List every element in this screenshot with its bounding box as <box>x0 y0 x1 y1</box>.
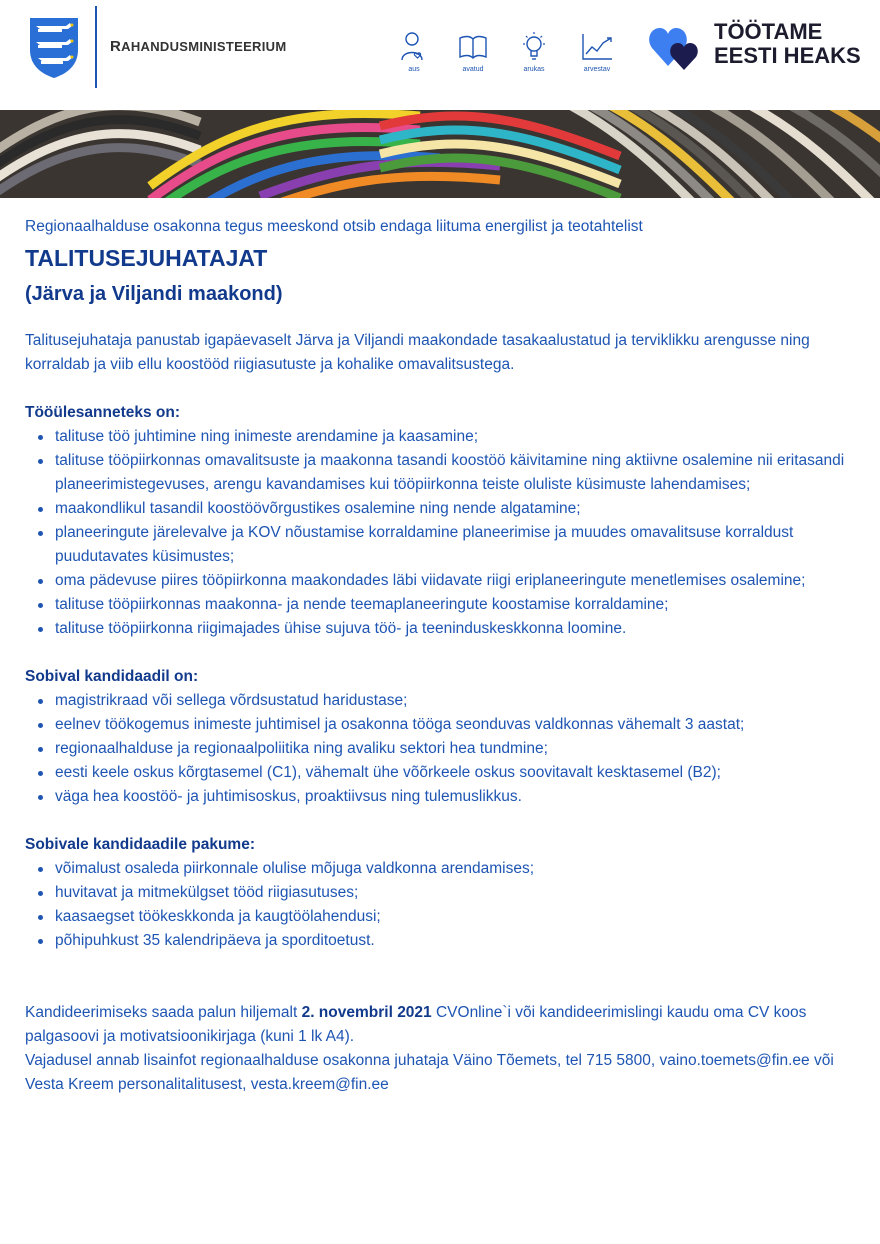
slogan <box>714 20 861 68</box>
section-duties <box>25 401 855 641</box>
requirements-list <box>25 689 855 809</box>
section-title: Tööülesanneteks on: <box>25 404 181 421</box>
list-item: oma pädevuse piires tööpiirkonna maakondades läbi viidavate riigi eriplaneeringute menetlemises osalemine; <box>55 569 855 593</box>
list-item: eelnev töökogemus inimeste juhtimisel ja osakonna tööga seonduvas valdkonnas vähemalt 3 aastat; <box>55 713 855 737</box>
header-divider <box>95 6 97 88</box>
trend-chart-icon <box>580 30 614 64</box>
value-aus <box>390 30 438 73</box>
page-header <box>0 0 880 108</box>
job-location: (Järva ja Viljandi maakond) <box>25 283 283 305</box>
intro-text: Regionaalhalduse osakonna tegus meeskond otsib endaga liituma energilist ja teotahtelist <box>25 218 643 235</box>
estonian-coat-of-arms-icon <box>28 16 80 80</box>
job-description: Talitusejuhataja panustab igapäevaselt Järva ja Viljandi maakondade tasakaalustatud ja terviklikku arengusse ning korraldab ja viib ellu koostööd riigiasutuste ja kohalike omavalitsustega. <box>25 332 810 373</box>
application-deadline: 2. novembril 2021 <box>301 1004 432 1021</box>
ministry-name-initial: R <box>110 38 122 55</box>
list-item: põhipuhkust 35 kalendripäeva ja sporditoetust. <box>55 929 855 953</box>
contact-info: Vajadusel annab lisainfot regionaalhalduse osakonna juhataja Väino Tõemets, tel 715 5800, vaino.toemets@fin.ee või Vesta Kreem personalitalitusest, vesta.kreem@fin.ee <box>25 1052 834 1093</box>
list-item: huvitavat ja mitmekülgset tööd riigiasutuses; <box>55 881 855 905</box>
hearts-logo-icon <box>648 22 702 72</box>
list-item: magistrikraad või sellega võrdsustatud haridustase; <box>55 689 855 713</box>
section-title: Sobival kandidaadil on: <box>25 668 199 685</box>
application-instructions <box>25 1001 855 1049</box>
section-offer <box>25 833 855 953</box>
list-item: planeeringute järelevalve ja KOV nõustamise korraldamine planeerimise ja muudes omavalitsuse korraldust puudutavates küsimustes; <box>55 521 855 569</box>
job-title: TALITUSEJUHATAJAT <box>25 245 268 271</box>
application-text-end: CVOnline`i või kandideerimislingi kaudu oma CV koos palgasoovi ja motivatsioonikirjaga (kuni 1 lk A4). <box>25 1004 807 1045</box>
list-item: talituse tööpiirkonnas maakonna- ja nende teemaplaneeringute koostamise korraldamine; <box>55 593 855 617</box>
value-avatud <box>449 30 497 73</box>
application-text-start: Kandideerimiseks saada palun hiljemalt <box>25 1004 302 1021</box>
slogan-line-1: TÖÖTAME <box>714 19 823 44</box>
section-requirements <box>25 665 855 809</box>
lightbulb-icon <box>519 30 549 64</box>
knitted-stripes-image <box>0 110 880 198</box>
value-label-aus: aus <box>408 66 420 73</box>
list-item: kaasaegset töökeskkonda ja kaugtöölahendusi; <box>55 905 855 929</box>
section-title: Sobivale kandidaadile pakume: <box>25 836 255 853</box>
value-arvestav <box>573 30 621 73</box>
value-label-avatud: avatud <box>462 66 484 73</box>
ministry-name <box>110 38 286 55</box>
open-book-icon <box>458 30 488 64</box>
value-label-arukas: arukas <box>523 66 545 73</box>
list-item: talituse tööpiirkonnas omavalitsuste ja maakonna tasandi koostöö käivitamine ning aktiivne osalemine nii eritasandi planeerimistegevuses, arengu kavandamises kui tööpiirkonna teiste oluliste küsimuste lahendamises; <box>55 449 855 497</box>
value-arukas <box>510 30 558 73</box>
offer-list <box>25 857 855 953</box>
ministry-name-rest: AHANDUSMINISTEERIUM <box>121 39 287 54</box>
application-info <box>25 1001 855 1097</box>
job-posting <box>25 214 855 1097</box>
list-item: väga hea koostöö- ja juhtimisoskus, proaktiivsus ning tulemuslikkus. <box>55 785 855 809</box>
list-item: võimalust osaleda piirkonnale olulise mõjuga valdkonna arendamises; <box>55 857 855 881</box>
list-item: eesti keele oskus kõrgtasemel (C1), vähemalt ühe võõrkeele oskus soovitavalt kesktasemel (B2); <box>55 761 855 785</box>
list-item: talituse tööpiirkonna riigimajades ühise sujuva töö- ja teeninduskeskkonna loomine. <box>55 617 855 641</box>
value-label-arvestav: arvestav <box>583 66 611 73</box>
duties-list <box>25 425 855 641</box>
person-heart-icon <box>399 30 429 64</box>
list-item: talituse töö juhtimine ning inimeste arendamine ja kaasamine; <box>55 425 855 449</box>
slogan-line-2: EESTI HEAKS <box>714 43 861 68</box>
list-item: regionaalhalduse ja regionaalpoliitika ning avaliku sektori hea tundmine; <box>55 737 855 761</box>
knitted-pattern-banner <box>0 110 880 198</box>
list-item: maakondlikul tasandil koostöövõrgustikes osalemine ning nende algatamine; <box>55 497 855 521</box>
